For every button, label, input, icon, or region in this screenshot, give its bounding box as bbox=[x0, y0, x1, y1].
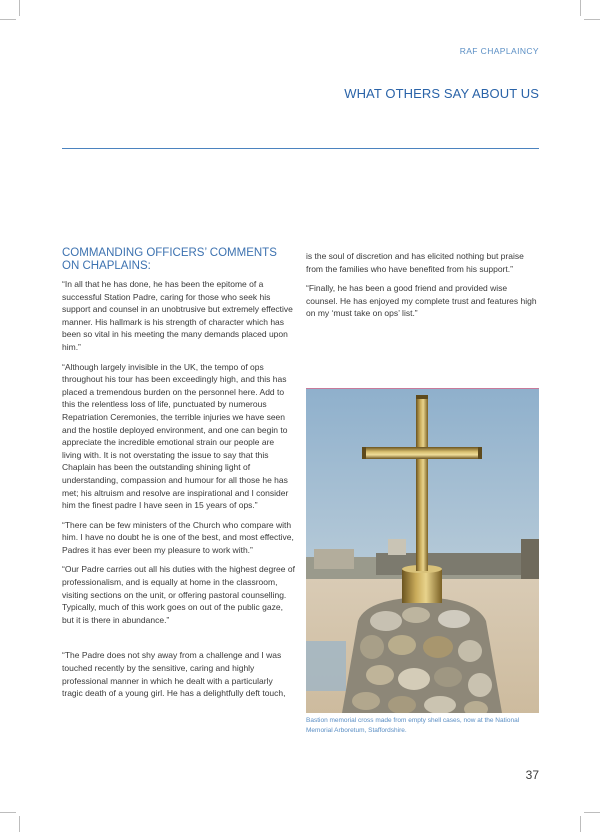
photo-caption: Bastion memorial cross made from empty shell cases, now at the National Memorial Arboretum, Staffordshire. bbox=[306, 717, 520, 734]
right-column bbox=[306, 250, 539, 327]
quote-paragraph: “Although largely invisible in the UK, the tempo of ops throughout his tour has been exceedingly high, and this has placed a tremendous burden on the personnel here. Add to this the relentless loss of life, punctuated by numerous Repatriation Ceremonies, the terrible injuries we have seen and the hostile deployed environment, and one can begin to appreciate the incredible emotional strain our people are living with. It is not overstating the issue to say that this Chaplain has been the outstanding shining light of understanding, compassion and humour for all those he has met; his altruism and resolve are inspirational and I consider him the finest padre I have seen in 15 years of ops.” bbox=[62, 361, 289, 511]
crop-mark bbox=[0, 19, 16, 20]
quote-paragraph: “Finally, he has been a good friend and provided wise counsel. He has enjoyed my complete trust and features high on my ‘must take on ops’ list.” bbox=[306, 283, 537, 319]
memorial-cross-photo bbox=[306, 388, 539, 713]
quote-paragraph: “Our Padre carries out all his duties with the highest degree of professionalism, and is equally at home in the classroom, visiting sections on the unit, or offering pastoral counselling. Typically, much of this work goes on out of the public gaze, but it is there in abundance.” bbox=[62, 564, 295, 625]
quote-paragraph: “In all that he has done, he has been the epitome of a successful Station Padre, caring for those who seek his support and counsel in an unobtrusive but extremely effective manner. His hallmark is his strength of character which has been so vital in his meeting the many demands placed upon him.” bbox=[62, 279, 293, 352]
quote-paragraph: “The Padre does not shy away from a challenge and I was touched recently by the sensitive, caring and highly professional manner in which he dealt with a particularly tragic death of a young girl. He has a delightfully deft touch, bbox=[62, 650, 286, 699]
quote-paragraph: is the soul of discretion and has elicited nothing but praise from the families who have benefited from his support.” bbox=[306, 251, 524, 274]
running-header: RAF CHAPLAINCY bbox=[459, 46, 539, 56]
left-column bbox=[62, 247, 295, 707]
quote-paragraph: “There can be few ministers of the Church who compare with him. I have no doubt he is one of the best, and most effective, Padres it has ever been my pleasure to work with.” bbox=[62, 519, 294, 555]
crop-mark bbox=[19, 0, 20, 16]
crop-mark bbox=[0, 812, 16, 813]
page-number: 37 bbox=[525, 768, 539, 782]
crop-mark bbox=[580, 0, 581, 16]
paragraph-gap bbox=[62, 633, 295, 649]
page-title: WHAT OTHERS SAY ABOUT US bbox=[344, 86, 539, 101]
crop-mark bbox=[580, 816, 581, 832]
section-heading: COMMANDING OFFICERS’ COMMENTS ON CHAPLAINS: bbox=[62, 247, 277, 272]
crop-mark bbox=[19, 816, 20, 832]
crop-mark bbox=[584, 19, 600, 20]
crop-mark bbox=[584, 812, 600, 813]
title-divider bbox=[62, 148, 539, 149]
